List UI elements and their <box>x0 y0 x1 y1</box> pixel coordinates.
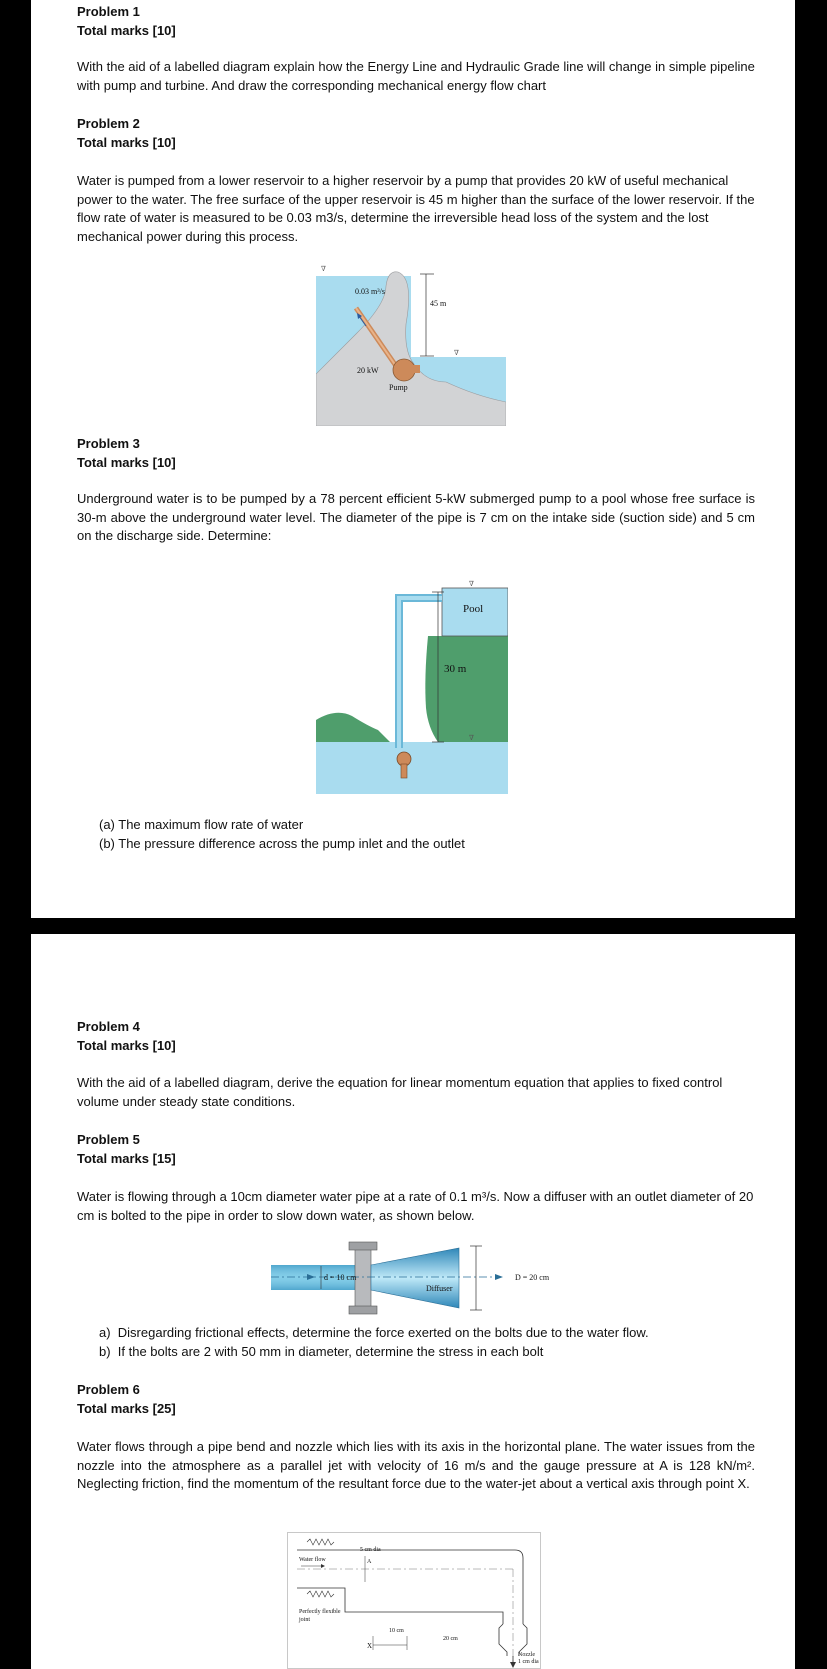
document-page-2 <box>31 934 795 1669</box>
problem-1-heading <box>77 2 755 40</box>
document-page-1 <box>31 0 795 918</box>
diffuser-figure <box>269 1236 605 1320</box>
nozzle-label: Nozzle <box>518 1652 535 1658</box>
height-label: 45 m <box>430 299 447 308</box>
problem-2-heading <box>77 114 755 152</box>
problem-4-heading <box>77 1017 755 1055</box>
problem-title: Problem 1 <box>77 4 140 19</box>
svg-text:∇: ∇ <box>469 734 474 742</box>
reservoir-pump-figure <box>316 264 506 426</box>
pump-icon <box>393 359 415 381</box>
ground-left <box>316 713 390 742</box>
problem-3-heading <box>77 434 755 472</box>
outlet-diameter-label: D = 20 cm <box>515 1273 550 1282</box>
svg-text:∇: ∇ <box>454 349 459 357</box>
power-label: 20 kW <box>357 366 379 375</box>
problem-marks: Total marks [10] <box>77 1038 176 1053</box>
joint-label-2: joint <box>299 1617 311 1623</box>
problem-marks: Total marks [15] <box>77 1151 176 1166</box>
problem-marks: Total marks [10] <box>77 135 176 150</box>
point-a-label: A <box>367 1559 372 1565</box>
problem-4-text: With the aid of a labelled diagram, derive the equation for linear momentum equation that applies to fixed control volume under steady state conditions. <box>77 1075 723 1109</box>
problem-6-text: Water flows through a pipe bend and nozzle which lies with its axis in the horizontal plane. The water issues from the nozzle into the atmosphere as a parallel jet with velocity of 16 m/s and the gauge pressure at A is 128 kN/m². Neglecting friction, find the momentum of the resultant force due to the water-jet about a vertical axis through point X. <box>77 1439 755 1491</box>
problem-marks: Total marks [10] <box>77 455 176 470</box>
problem-5-items <box>99 1324 749 1361</box>
pool-pump-figure <box>316 578 508 794</box>
pool-label: Pool <box>463 603 484 615</box>
problem-title: Problem 3 <box>77 436 140 451</box>
water-flow-label: Water flow <box>299 1557 326 1563</box>
problem-3-items <box>99 816 749 853</box>
list-item: (a) The maximum flow rate of water <box>99 817 304 832</box>
pipe-bend-figure <box>287 1532 541 1669</box>
list-item: (b) The pressure difference across the pump inlet and the outlet <box>99 835 465 851</box>
flow-rate-label: 0.03 m³/s <box>355 287 385 296</box>
list-item: b) If the bolts are 2 with 50 mm in diameter, determine the stress in each bolt <box>99 1343 544 1359</box>
bolt-bottom <box>349 1306 377 1314</box>
problem-1-text: With the aid of a labelled diagram explain how the Energy Line and Hydraulic Grade line will change in simple pipeline with pump and turbine. And draw the corresponding mechanical energy flow chart <box>77 59 755 93</box>
problem-marks: Total marks [25] <box>77 1401 176 1416</box>
problem-title: Problem 2 <box>77 116 140 131</box>
problem-marks: Total marks [10] <box>77 23 176 38</box>
problem-2-text: Water is pumped from a lower reservoir to a higher reservoir by a pump that provides 20 kW of useful mechanical power to the water. The free surface of the upper reservoir is 45 m higher than the surface of the lower reservoir. If the flow rate of water is measured to be 0.03 m3/s, determine the irreversible head loss of the system and the lost mechanical power during this process. <box>77 173 755 244</box>
joint-label-1: Perfectly flexible <box>299 1609 341 1615</box>
height-label: 30 m <box>444 663 467 675</box>
problem-5-text: Water is flowing through a 10cm diameter water pipe at a rate of 0.1 m³/s. Now a diffuser with an outlet diameter of 20 cm is bolted to the pipe in order to slow down water, as shown below. <box>77 1189 754 1223</box>
pipe-dia-label: 5 cm dia <box>360 1547 381 1553</box>
underground-water <box>316 742 508 794</box>
diffuser-label: Diffuser <box>426 1284 453 1293</box>
problem-3-text: Underground water is to be pumped by a 78 percent efficient 5-kW submerged pump to a pool whose free surface is 30-m above the underground water level. The diameter of the pipe is 7 cm on the intake side (suction side) and 5 cm on the discharge side. Determine: <box>77 491 755 543</box>
problem-title: Problem 5 <box>77 1132 140 1147</box>
problem-6-heading <box>77 1380 755 1418</box>
problem-title: Problem 4 <box>77 1019 140 1034</box>
point-x-label: X <box>367 1642 373 1650</box>
pump-label: Pump <box>389 383 408 392</box>
inlet-diameter-label: d = 10 cm <box>324 1273 357 1282</box>
flange <box>355 1248 371 1308</box>
svg-text:∇: ∇ <box>321 265 326 273</box>
length-20cm-label: 20 cm <box>443 1636 458 1642</box>
problem-title: Problem 6 <box>77 1382 140 1397</box>
list-item: a) Disregarding frictional effects, determine the force exerted on the bolts due to the water flow. <box>99 1325 649 1340</box>
problem-5-heading <box>77 1130 755 1168</box>
length-10cm-label: 10 cm <box>389 1628 404 1634</box>
diffuser <box>371 1248 459 1308</box>
nozzle-dia-label: 1 cm dia <box>518 1659 539 1665</box>
svg-text:∇: ∇ <box>469 580 474 588</box>
bolt-top <box>349 1242 377 1250</box>
